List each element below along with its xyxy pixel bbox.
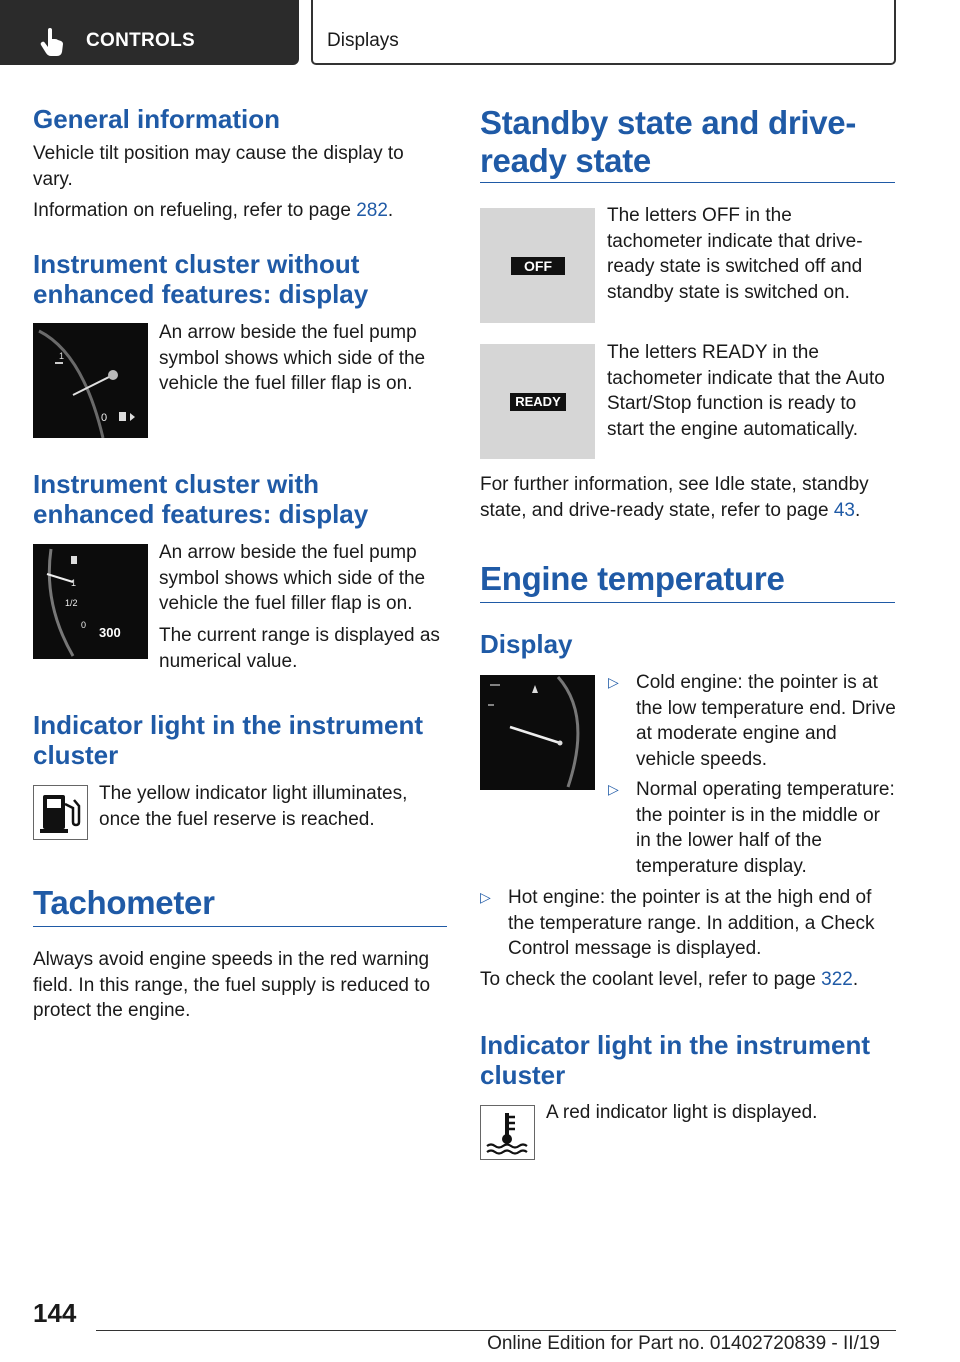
off-display-image [480,208,595,323]
fuel-gauge-icon [33,323,148,438]
bullet-hot: ▷ Hot engine: the pointer is at the high end of the temperature range. In addition, a Check Control message is displayed. [480,887,875,959]
fuel-gauge-range-icon [33,544,148,659]
page-link-43[interactable]: 43 [833,499,855,521]
svg-text:0: 0 [101,412,108,424]
section-label: CONTROLS [86,30,196,51]
fuel-pump-icon [34,786,87,839]
subsection-label: Displays [327,30,399,51]
section-tab[interactable] [0,0,299,65]
standby-rule [480,182,895,183]
fuel-indicator-heading: Indicator light in the instrument cluster [33,710,423,770]
tachometer-text: Always avoid engine speeds in the red warning field. In this range, the fuel supply is reduced to protect the engine. [33,949,431,1021]
cluster-without-text: An arrow beside the fuel pump symbol shows which side of the vehicle the fuel filler flap is on. [159,322,426,394]
off-badge: OFF [511,257,565,275]
temperature-gauge-image [480,675,595,790]
bullet-cold: ▷ Cold engine: the pointer is at the low temperature end. Drive at moderate engine and vehicle speeds. [608,672,896,770]
temperature-gauge-icon [480,675,595,790]
coolant-ref: To check the coolant level, refer to page 322. [480,969,859,990]
fuel-indicator-image [33,785,88,840]
hand-pointer-icon [40,28,64,56]
ready-display-image [480,344,595,459]
range-value: 300 [99,625,121,640]
engine-temp-rule [480,602,895,603]
coolant-temperature-icon [481,1106,534,1159]
bullet-triangle-icon: ▷ [608,674,619,690]
page-link-322[interactable]: 322 [821,969,853,990]
subsection-tab [311,0,896,65]
page-number: 144 [33,1298,77,1328]
coolant-indicator-image [480,1105,535,1160]
svg-text:1: 1 [59,351,65,361]
refueling-ref: Information on refueling, refer to page 282. [33,200,394,221]
footer-rule [96,1330,896,1331]
cluster-without-heading: Instrument cluster without enhanced features: display [33,249,369,309]
svg-text:1: 1 [71,578,77,588]
fuel-gauge-basic-image [33,323,148,438]
standby-further-info: For further information, see Idle state, standby state, and drive-ready state, refer to page 43. [480,474,869,521]
bullet-triangle-icon: ▷ [608,781,619,797]
general-info-heading: General information [33,104,281,134]
edition-line: Online Edition for Part no. 01402720839 - II/19 [487,1333,880,1354]
bullet-triangle-icon: ▷ [480,889,491,905]
cluster-with-text-1: An arrow beside the fuel pump symbol shows which side of the vehicle the fuel filler flap is on. [159,542,426,614]
fuel-gauge-enhanced-image [33,544,148,659]
off-text: The letters OFF in the tachometer indicate that drive-ready state is switched off and standby state is switched on. [607,205,863,303]
engine-temp-heading: Engine temperature [480,560,785,597]
ready-text: The letters READY in the tachometer indicate that the Auto Start/Stop function is ready to start the engine automatically. [607,342,885,440]
tachometer-heading: Tachometer [33,884,215,921]
ready-badge: READY [510,393,566,411]
general-info-text: Vehicle tilt position may cause the display to vary. [33,143,404,190]
cluster-with-heading: Instrument cluster with enhanced features: display [33,469,369,529]
cluster-with-text-2: The current range is displayed as numerical value. [159,625,440,672]
coolant-indicator-text: A red indicator light is displayed. [546,1102,818,1123]
coolant-indicator-heading: Indicator light in the instrument cluster [480,1030,870,1090]
svg-text:1/2: 1/2 [65,598,78,608]
svg-text:0: 0 [81,620,87,630]
fuel-indicator-text: The yellow indicator light illuminates, once the fuel reserve is reached. [99,783,408,830]
standby-heading: Standby state and drive-ready state [480,104,857,179]
bullet-normal: ▷ Normal operating temperature: the pointer is in the middle or in the lower half of the temperature display. [608,779,895,877]
tachometer-rule [33,926,447,927]
page-link-282[interactable]: 282 [356,200,388,221]
display-heading: Display [480,629,573,659]
